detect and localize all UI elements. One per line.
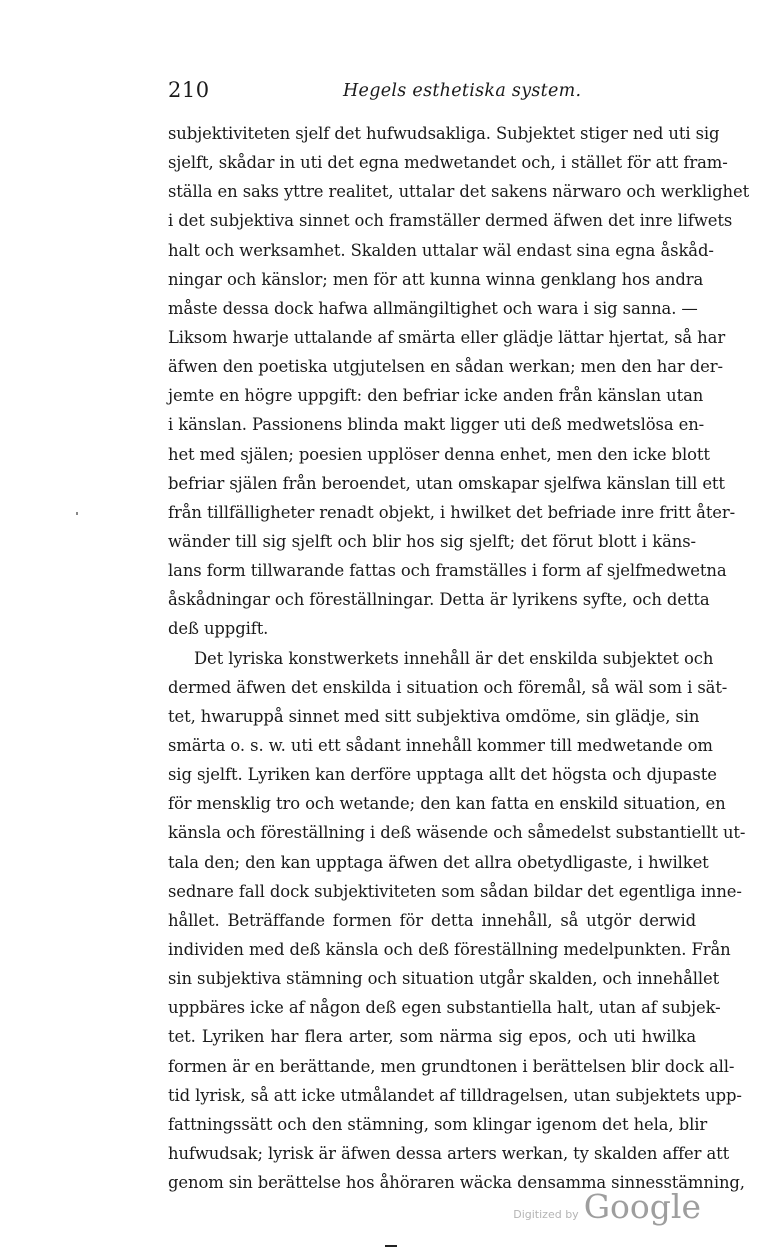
text-line: sjelft, skådar in uti det egna medwetandet och, i stället för att fram-	[168, 153, 728, 173]
text-line: för mensklig tro och wetande; den kan fatta en enskild situation, en	[168, 794, 726, 814]
paragraph-end-line: deß uppgift.	[168, 619, 269, 639]
digitization-watermark	[513, 1187, 701, 1237]
text-line: Liksom hwarje uttalande af smärta eller glädje lättar hjertat, så har	[168, 327, 726, 347]
paper-speck	[76, 512, 78, 515]
digitized-by-label: Digitized by	[513, 1208, 579, 1221]
google-logo: Google	[583, 1187, 701, 1226]
text-line: befriar själen från beroendet, utan omskapar sjelfwa känslan till ett	[168, 473, 725, 493]
running-title: Hegels esthetiska system.	[343, 81, 582, 101]
page-number: 210	[168, 78, 210, 102]
running-head	[168, 78, 696, 108]
text-line: sin subjektiva stämning och situation utgår skalden, och innehållet	[168, 969, 720, 989]
text-line: äfwen den poetiska utgjutelsen en sådan werkan; men den har der-	[168, 357, 723, 377]
text-line: tid lyrisk, så att icke utmålandet af tilldragelsen, utan subjektets upp-	[168, 1085, 742, 1105]
text-line: dermed äfwen det enskilda i situation och föremål, så wäl som i sät-	[168, 677, 728, 697]
text-line: sednare fall dock subjektiviteten som sådan bildar det egentliga inne-	[168, 881, 742, 901]
text-line: ställa en saks yttre realitet, uttalar det sakens närwaro och werklighet	[168, 182, 750, 202]
text-line: från tillfälligheter renadt objekt, i hwilket det befriade inre fritt åter-	[168, 502, 736, 522]
text-line: hållet. Beträffande formen för detta innehåll, så utgör derwid	[168, 910, 696, 930]
text-line: uppbäres icke af någon deß egen substantiella halt, utan af subjek-	[168, 998, 721, 1018]
text-line: jemte en högre uppgift: den befriar icke anden från känslan utan	[168, 386, 704, 406]
text-line: ningar och känslor; men för att kunna winna genklang hos andra	[168, 269, 704, 289]
text-line: tet, hwaruppå sinnet med sitt subjektiva omdöme, sin glädje, sin	[168, 706, 700, 726]
text-line: halt och werksamhet. Skalden uttalar wäl endast sina egna åskåd-	[168, 240, 714, 260]
text-line: genom sin berättelse hos åhöraren wäcka densamma sinnesstämning,	[168, 1173, 745, 1193]
text-line: hufwudsak; lyrisk är äfwen dessa arters werkan, ty skalden affer att	[168, 1143, 730, 1163]
bottom-edge-mark	[385, 1245, 397, 1247]
text-line: i det subjektiva sinnet och framställer dermed äfwen det inre lifwets	[168, 211, 733, 231]
text-line: smärta o. s. w. uti ett sådant innehåll kommer till medwetande om	[168, 735, 713, 755]
text-line: individen med deß känsla och deß föreställning medelpunkten. Från	[168, 939, 731, 959]
text-line: wänder till sig sjelft och blir hos sig sjelft; det förut blott i käns-	[168, 531, 696, 551]
text-line: lans form tillwarande fattas och framställes i form af sjelfmedwetna	[168, 561, 727, 581]
text-line: het med själen; poesien upplöser denna enhet, men den icke blott	[168, 444, 710, 464]
text-line: sig sjelft. Lyriken kan derföre upptaga allt det högsta och djupaste	[168, 765, 717, 785]
text-line: tet. Lyriken har flera arter, som närma sig epos, och uti hwilka	[168, 1027, 696, 1047]
text-line: måste dessa dock hafwa allmängiltighet och wara i sig sanna. —	[168, 298, 698, 318]
body-text	[168, 119, 750, 1197]
text-line: fattningssätt och den stämning, som klingar igenom det hela, blir	[168, 1114, 708, 1134]
text-line: känsla och föreställning i deß wäsende och såmedelst substantiellt ut-	[168, 823, 746, 843]
text-line: subjektiviteten sjelf det hufwudsakliga. Subjektet stiger ned uti sig	[168, 124, 720, 143]
text-line: åskådningar och föreställningar. Detta är lyrikens syfte, och detta	[168, 590, 710, 610]
text-line: tala den; den kan upptaga äfwen det allra obetydligaste, i hwilket	[168, 852, 709, 872]
text-line: formen är en berättande, men grundtonen i berättelsen blir dock all-	[168, 1056, 735, 1076]
paragraph-start-line: Det lyriska konstwerkets innehåll är det enskilda subjektet och	[194, 648, 714, 668]
text-line: i känslan. Passionens blinda makt ligger uti deß medwetslösa en-	[168, 415, 705, 435]
